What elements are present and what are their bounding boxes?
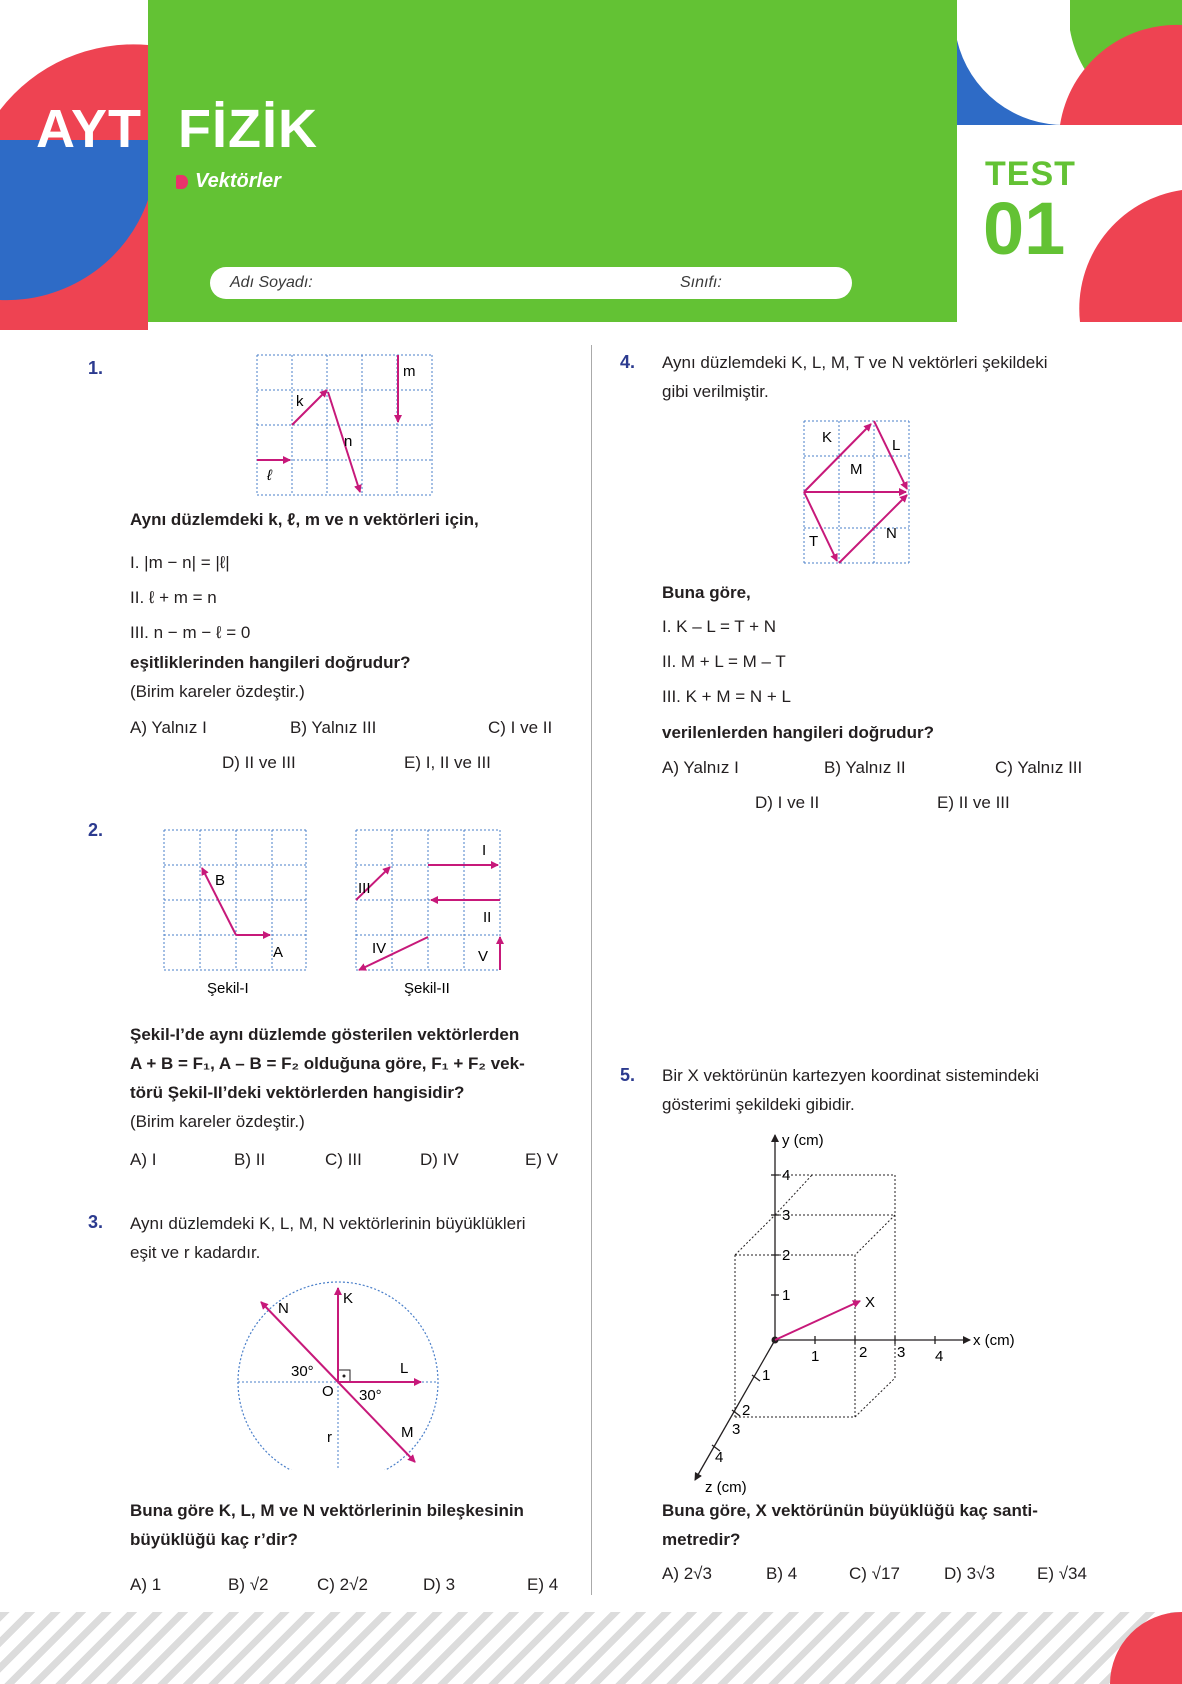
q1-item-2: II. ℓ + m = n — [130, 588, 217, 607]
angle-label-1: 30° — [291, 1363, 314, 1380]
q5-option-a[interactable]: A) 2√3 — [662, 1564, 712, 1583]
q4-option-a[interactable]: A) Yalnız I — [662, 758, 739, 777]
topic-marker-icon — [176, 175, 188, 189]
z-tick-2: 2 — [742, 1402, 751, 1419]
q1-question: eşitliklerinden hangileri doğrudur? — [130, 653, 411, 672]
vector-T — [804, 492, 837, 561]
q2-stem-line1: Şekil-I’de aynı düzlemde gösterilen vektörlerden — [130, 1025, 520, 1044]
label-IV: IV — [372, 940, 387, 957]
x-tick-1: 1 — [811, 1348, 820, 1365]
q4-intro: Buna göre, — [662, 583, 751, 602]
q4-item-2: II. M + L = M – T — [662, 652, 786, 671]
footer-corner-shape — [1110, 1612, 1182, 1684]
x-tick-2: 2 — [859, 1344, 868, 1361]
q5-option-b[interactable]: B) 4 — [766, 1564, 798, 1583]
q4-option-c[interactable]: C) Yalnız III — [995, 758, 1083, 777]
axis-y-label: y (cm) — [782, 1132, 824, 1149]
q2-figure-2 — [352, 825, 512, 1005]
label-III: III — [358, 880, 371, 897]
q3-option-c[interactable]: C) 2√2 — [317, 1575, 368, 1594]
q3-question-line1: Buna göre K, L, M ve N vektörlerinin bileşkesinin — [130, 1501, 524, 1520]
label-I: I — [482, 842, 487, 859]
q4-stem-line2: gibi verilmiştir. — [662, 382, 769, 401]
test-label: TEST — [985, 155, 1076, 193]
fig1-caption: Şekil-I — [207, 980, 249, 997]
q5-question-line2: metredir? — [662, 1530, 741, 1549]
label-b: B — [215, 872, 226, 889]
question-number: 4. — [620, 352, 636, 372]
q1-stem-vectors: k, ℓ, m ve n — [268, 510, 359, 529]
q2-stem-line3: törü Şekil-II’deki vektörlerden hangisidir? — [130, 1083, 465, 1102]
q5-option-e[interactable]: E) √34 — [1037, 1564, 1087, 1583]
label-O: O — [322, 1383, 334, 1400]
axis-x-label: x (cm) — [973, 1332, 1015, 1349]
q4-item-1: I. K – L = T + N — [662, 617, 777, 636]
label-M: M — [850, 461, 863, 478]
class-label: Sınıfı: — [680, 274, 722, 291]
label-K: K — [822, 429, 833, 446]
right-angle-dot — [343, 1375, 346, 1378]
q3-stem-line2: eşit ve r kadardır. — [130, 1243, 261, 1262]
exam-title: AYT — [36, 99, 143, 159]
y-tick-3: 3 — [782, 1207, 791, 1224]
axis-z-label: z (cm) — [705, 1479, 747, 1495]
label-n: n — [344, 433, 353, 450]
q3-option-e[interactable]: E) 4 — [527, 1575, 559, 1594]
q2-option-d[interactable]: D) IV — [420, 1150, 459, 1169]
label-V: V — [478, 948, 489, 965]
q1-stem — [130, 505, 479, 534]
q5-option-d[interactable]: D) 3√3 — [944, 1564, 995, 1583]
q2-option-b[interactable]: B) II — [234, 1150, 266, 1169]
q3-stem-line1: Aynı düzlemdeki K, L, M, N vektörlerinin büyüklükleri — [130, 1214, 526, 1233]
q4-item-3: III. K + M = N + L — [662, 687, 791, 706]
q5-stem-line1: Bir X vektörünün kartezyen koordinat sistemindeki — [662, 1066, 1040, 1085]
label-l: ℓ — [267, 467, 272, 484]
z-tick-3: 3 — [732, 1421, 741, 1438]
q1-stem-start: Aynı düzlemdeki — [130, 510, 269, 529]
name-label: Adı Soyadı: — [230, 274, 313, 291]
label-N: N — [278, 1300, 289, 1317]
label-K: K — [343, 1290, 354, 1307]
topic-label: Vektörler — [195, 170, 281, 192]
subject-title: FİZİK — [178, 99, 318, 159]
q5-option-c[interactable]: C) √17 — [849, 1564, 900, 1583]
y-tick-1: 1 — [782, 1287, 791, 1304]
q5-stem-line2: gösterimi şekildeki gibidir. — [662, 1095, 855, 1114]
q3-figure — [225, 1270, 455, 1470]
q2-option-a[interactable]: A) I — [130, 1150, 157, 1169]
q4-option-b[interactable]: B) Yalnız II — [824, 758, 906, 777]
question-number: 5. — [620, 1065, 636, 1085]
vector-X — [775, 1301, 860, 1340]
q1-stem-end: vektörleri için, — [358, 510, 479, 529]
column-divider — [591, 345, 592, 1595]
label-L: L — [892, 437, 901, 454]
q3-option-a[interactable]: A) 1 — [130, 1575, 162, 1594]
vector-K — [804, 424, 871, 492]
label-T: T — [809, 533, 819, 550]
label-L: L — [400, 1360, 409, 1377]
q2-figure-1 — [160, 825, 310, 1005]
q2-stem-line2: A + B = F₁, A – B = F₂ olduğuna göre, F₁ + F₂ vek- — [130, 1054, 525, 1073]
q2-option-c[interactable]: C) III — [325, 1150, 362, 1169]
q4-stem-line1: Aynı düzlemdeki K, L, M, T ve N vektörleri şekildeki — [662, 353, 1048, 372]
q2-note: (Birim kareler özdeştir.) — [130, 1112, 305, 1131]
q1-figure — [250, 350, 440, 500]
question-number: 3. — [88, 1212, 104, 1232]
q1-option-c[interactable]: C) I ve II — [488, 718, 553, 737]
q1-option-a[interactable]: A) Yalnız I — [130, 718, 207, 737]
label-N: N — [886, 525, 897, 542]
question-number: 1. — [88, 358, 104, 378]
q1-item-3: III. n − m − ℓ = 0 — [130, 623, 251, 642]
q3-option-d[interactable]: D) 3 — [423, 1575, 456, 1594]
q4-figure — [800, 418, 915, 568]
q3-question-line2: büyüklüğü kaç r’dir? — [130, 1530, 298, 1549]
q1-option-d[interactable]: D) II ve III — [222, 753, 296, 772]
vector-L — [874, 421, 907, 489]
x-tick-3: 3 — [897, 1344, 906, 1361]
q4-option-e[interactable]: E) II ve III — [937, 793, 1010, 812]
q5-figure — [690, 1125, 1030, 1495]
q1-option-b[interactable]: B) Yalnız III — [290, 718, 377, 737]
label-r: r — [327, 1429, 332, 1446]
label-M: M — [401, 1424, 414, 1441]
test-number: 01 — [983, 187, 1066, 270]
q2-option-e[interactable]: E) V — [525, 1150, 559, 1169]
label-k: k — [296, 393, 304, 410]
z-tick-4: 4 — [715, 1449, 724, 1466]
label-II: II — [483, 909, 492, 926]
q1-item-1: I. |m − n| = |ℓ| — [130, 553, 230, 572]
q5-question-line1: Buna göre, X vektörünün büyüklüğü kaç santi- — [662, 1501, 1038, 1520]
x-tick-4: 4 — [935, 1348, 944, 1365]
label-a: A — [273, 944, 284, 961]
q1-option-e[interactable]: E) I, II ve III — [404, 753, 491, 772]
q3-option-b[interactable]: B) √2 — [228, 1575, 269, 1594]
fig2-caption: Şekil-II — [404, 980, 450, 997]
q4-option-d[interactable]: D) I ve II — [755, 793, 820, 812]
z-tick-1: 1 — [762, 1367, 771, 1384]
y-tick-4: 4 — [782, 1167, 791, 1184]
name-field[interactable] — [210, 267, 852, 299]
footer-stripes — [0, 1612, 1182, 1684]
y-tick-2: 2 — [782, 1247, 791, 1264]
q4-question: verilenlerden hangileri doğrudur? — [662, 723, 935, 742]
question-number: 2. — [88, 820, 104, 840]
vector-IV — [359, 937, 428, 970]
angle-label-2: 30° — [359, 1387, 382, 1404]
q1-note: (Birim kareler özdeştir.) — [130, 682, 305, 701]
label-X: X — [865, 1294, 876, 1311]
label-m: m — [403, 363, 416, 380]
